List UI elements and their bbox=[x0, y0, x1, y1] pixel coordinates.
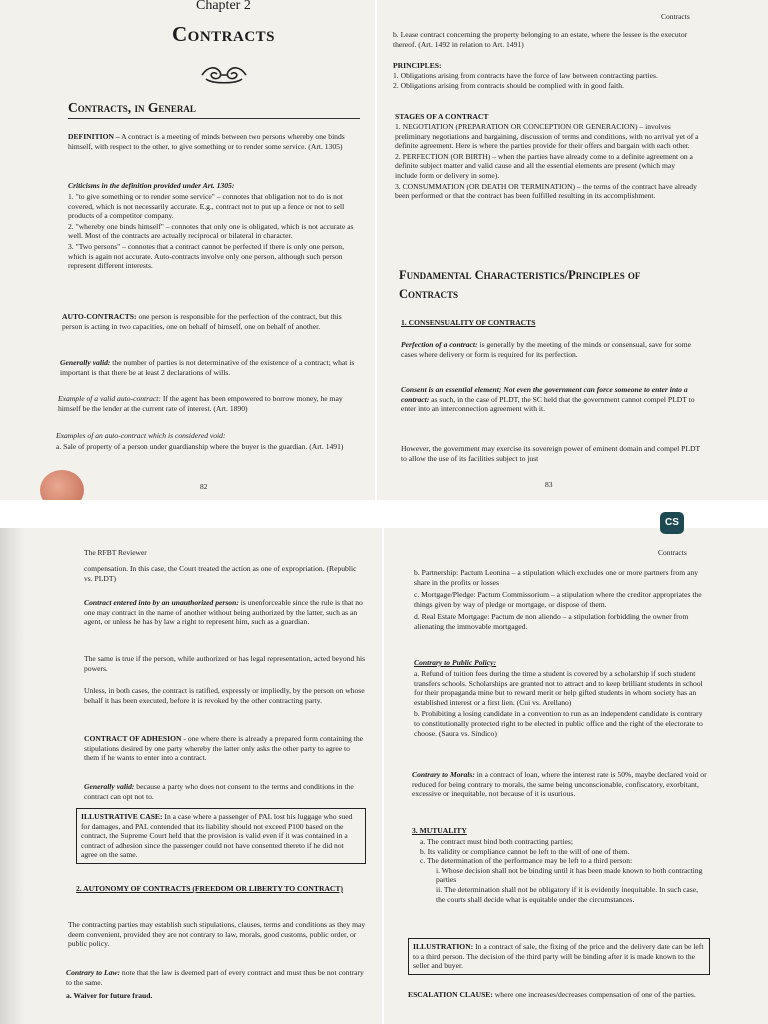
law-text: note that the law is deemed part of every contract and must thus be not contrary to the same. bbox=[66, 968, 364, 987]
list-item: c. The determination of the performance may be left to a third person: bbox=[420, 856, 633, 866]
stipulations-list bbox=[414, 568, 704, 632]
list-item: ii. The determination shall not be obligatory if it is evidently inequitable. In such case, the courts shall decide what is equitable under the circumstances. bbox=[436, 884, 698, 904]
void-heading: Examples of an auto-contract which is considered void: bbox=[56, 431, 226, 440]
stages-heading: STAGES OF A CONTRACT bbox=[395, 112, 489, 121]
gen-text: because a party who does not consent to the terms and conditions in the contract can opt not to. bbox=[84, 782, 354, 801]
autonomy-heading: 2. AUTONOMY OF CONTRACTS (FREEDOM OR LIBERTY TO CONTRACT) bbox=[76, 884, 344, 893]
list-item: 2. Obligations arising from contracts should be complied with in good faith. bbox=[393, 80, 624, 90]
unless-paragraph: Unless, in both cases, the contract is ratified, expressly or impliedly, by the person on whose behalf it has been executed, before it is revoked by the other contracting party. bbox=[84, 686, 365, 705]
consent-text: as such, in the case of PLDT, the SC held that the government cannot compel PLDT to enter into an interconnection agreement with it. bbox=[401, 394, 695, 414]
criticisms-list bbox=[68, 192, 360, 271]
mutuality-list bbox=[420, 837, 708, 904]
running-head: Contracts bbox=[658, 548, 687, 557]
page-84 bbox=[0, 528, 382, 1024]
list-item: a. Refund of tuition fees during the time a student is covered by a scholarship if such student transfers schools. Scholarships are granted not to attract and to keep brilliant students in school for their propaganda mine but to reward merit or help gifted students in whom society has an established interest or a first lien. (Cui vs. Arellano) bbox=[414, 669, 703, 707]
auto-text: one person is responsible for the perfection of the contract, but this person is acting in two capacities, one on behalf of himself, one on behalf of another. bbox=[62, 312, 342, 331]
unauth-text: is unenforceable since the rule is that no one may contract in the name of another without being authorized by the latter, such as an agent, or unless he has by law a right to represent him, such as a guardian. bbox=[84, 598, 363, 627]
autonomy-paragraph: The contracting parties may establish such stipulations, clauses, terms and conditions as they may deem convenient, provided they are not contrary to law, morals, good customs, public order, or public policy. bbox=[68, 920, 366, 949]
list-item: c. Mortgage/Pledge: Pactum Commissorium – a stipulation where the creditor appropriates the things given by way of pledge or mortgage, or dispose of them. bbox=[414, 590, 702, 609]
escalation-paragraph bbox=[408, 990, 710, 1000]
consensuality-heading: 1. CONSENSUALITY OF CONTRACTS bbox=[401, 318, 536, 327]
morals-text: in a contract of loan, where the interest rate is 50%, maybe declared void or reduced for being contrary to morals, the same being unconscionable, confiscatory, exorbitant, excessive or inequitable, not because of it is usurious. bbox=[412, 770, 707, 799]
principles-list bbox=[393, 71, 699, 90]
perfection-lead: Perfection of a contract: bbox=[401, 340, 478, 349]
list-item: 2. "whereby one binds himself" – connotes that only one is obligated, which is not accurate as well. Most of the contracts are actually reciprocal or bilateral in character. bbox=[68, 221, 354, 241]
list-item: a. The contract must bind both contracting parties; bbox=[420, 837, 573, 846]
illus-text: In a contract of sale, the fixing of the price and the delivery date can be left to a third person. The decision of the third party will be binding after it is made known to the seller and buyer. bbox=[413, 942, 704, 971]
page-number: 82 bbox=[200, 482, 208, 491]
criticisms-heading: Criticisms in the definition provided under Art. 1305: bbox=[68, 181, 235, 190]
list-item: d. Real Estate Mortgage: Pactum de non aliendo – a stipulation forbidding the owner from alienating the immovable mortgaged. bbox=[414, 612, 689, 631]
example-lead: Example of a valid auto-contract: bbox=[58, 394, 161, 403]
illus-text: In a case where a passenger of PAL lost his luggage who sued for damages, and PAL contended that its liability should not exceed P100 based on the contract, the Supreme Court held that the provision is valid even if it was contained in a contract of adhesion since the passenger could not have consented thereto if he did not agree on the same. bbox=[81, 812, 353, 860]
generally-valid-paragraph bbox=[60, 358, 360, 377]
camscanner-badge: CS bbox=[660, 512, 684, 534]
stages-list bbox=[395, 122, 699, 201]
generally-lead: Generally valid: bbox=[60, 358, 111, 367]
principles-heading: PRINCIPLES: bbox=[393, 61, 442, 70]
list-item: 1. NEGOTIATION (PREPARATION OR CONCEPTION OR GENERACION) – involves preliminary negotiations and bargaining, discussion of terms and conditions, with no arrival yet of a definite agreement. Here is where the parties provide for their offers and bargain with each other. bbox=[395, 122, 699, 151]
definition-lead: DEFINITION – bbox=[68, 132, 120, 141]
adhesion-lead: CONTRACT OF ADHESION bbox=[84, 734, 182, 743]
gen-lead: Generally valid: bbox=[84, 782, 135, 791]
list-item: b. Prohibiting a losing candidate in a convention to run as an independent candidate is contrary to constitutionally protected right to be elected in public office and the right of the electorate to choose. (Saura vs. Sindico) bbox=[414, 709, 703, 738]
escalation-text: where one increases/decreases compensation of one of the parties. bbox=[492, 990, 696, 999]
illustration-paragraph bbox=[413, 942, 705, 971]
consent-lead: Consent is an essential element; Not even the government can force someone to enter into a contract: bbox=[401, 385, 688, 404]
public-policy-list bbox=[414, 669, 708, 738]
perfection-text: is generally by the meeting of the minds or consensual, save for some cases where delivery or form is required for its perfection. bbox=[401, 340, 691, 359]
contrary-law-paragraph bbox=[66, 968, 366, 987]
illustration-box bbox=[408, 938, 710, 975]
adhesion-text: - one where there is already a prepared form containing the stipulations desired by one party whereby the latter only asks the other party to agree to them if he wants to enter into a contract. bbox=[84, 734, 364, 763]
list-item: 1. "to give something or to render some service" – connotes that obligation not to do is not covered, which is not necessarily accurate. E.g., contract not to put up a fence or not to sell products of a competitor company. bbox=[68, 192, 345, 221]
chapter-title: Contracts bbox=[172, 22, 276, 46]
generally-valid-paragraph bbox=[84, 782, 366, 801]
running-head: Contracts bbox=[661, 12, 690, 21]
adhesion-paragraph bbox=[84, 734, 366, 763]
list-item: 1. Obligations arising from contracts have the force of law between contracting parties. bbox=[393, 71, 658, 80]
mutuality-heading: 3. MUTUALITY bbox=[412, 826, 467, 835]
auto-contracts-paragraph bbox=[62, 312, 360, 331]
void-item: a. Sale of property of a person under guardianship where the buyer is the guardian. (Art. 1491) bbox=[56, 442, 344, 451]
contrary-morals-paragraph bbox=[412, 770, 708, 799]
escalation-lead: ESCALATION CLAUSE: bbox=[408, 990, 493, 999]
perfection-paragraph bbox=[401, 340, 705, 359]
illus-lead: ILLUSTRATION: bbox=[413, 942, 474, 951]
law-item: a. Waiver for future fraud. bbox=[66, 991, 153, 1000]
definition-paragraph bbox=[68, 132, 360, 151]
same-paragraph: The same is true if the person, while authorized or has legal representation, acted beyond his powers. bbox=[84, 654, 366, 673]
fundamental-heading: Fundamental Characteristics/Principles of Contracts bbox=[399, 268, 641, 301]
list-item: i. Whose decision shall not be binding until it has been made known to both contracting parties bbox=[436, 865, 703, 885]
however-paragraph: However, the government may exercise its sovereign power of eminent domain and compel PLDT to allow the use of its facilities subject to just bbox=[401, 444, 700, 463]
page-number: 83 bbox=[545, 480, 553, 489]
public-policy-heading: Contrary to Public Policy: bbox=[414, 658, 497, 667]
generally-text: the number of parties is not determinative of the existence of a contract; what is important is that there be at least 2 declarations of wills. bbox=[60, 358, 355, 377]
page-shadow bbox=[0, 528, 24, 1024]
running-head: The RFBT Reviewer bbox=[84, 548, 147, 557]
example-paragraph bbox=[58, 394, 360, 413]
list-item: 3. "Two persons" – connotes that a contract cannot be perfected if there is only one person, which is again not accurate. Auto-contracts involve only one person, although such person represent different interests. bbox=[68, 241, 344, 271]
compensation-paragraph: compensation. In this case, the Court treated the action as one of expropriation. (Republic vs. PLDT) bbox=[84, 564, 357, 583]
page-85 bbox=[384, 528, 768, 1024]
illus-lead: ILLUSTRATIVE CASE: bbox=[81, 812, 163, 821]
consent-paragraph bbox=[401, 385, 705, 414]
thumb bbox=[40, 470, 84, 500]
list-item: b. Its validity or compliance cannot be left to the will of one of them. bbox=[420, 846, 630, 856]
illustrative-case-box bbox=[76, 808, 366, 864]
list-item: 3. CONSUMMATION (OR DEATH OR TERMINATION) – the terms of the contract have already been performed or that the contract has been fulfilled resulting in its accomplishment. bbox=[395, 181, 697, 201]
example-text: If the agent has been empowered to borrow money, he may himself be the lender at the current rate of interest. (Art. 1890) bbox=[58, 394, 343, 413]
law-lead: Contrary to Law: bbox=[66, 968, 121, 977]
illustrative-case-paragraph bbox=[81, 812, 361, 860]
item-b: b. Lease contract concerning the property belonging to an estate, where the lessee is the executor thereof. (Art. 1492 in relation to Art. 1491) bbox=[393, 30, 688, 49]
unauth-lead: Contract entered into by an unauthorized person: bbox=[84, 598, 239, 607]
list-item: 2. PERFECTION (OR BIRTH) – when the parties have already come to a definite agreement on a definite subject matter and valid cause and all the essential elements are present (which may include form or delivery in some). bbox=[395, 151, 693, 180]
morals-lead: Contrary to Morals: bbox=[412, 770, 475, 779]
section-title: Contracts, in General bbox=[68, 100, 360, 119]
unauthorized-paragraph bbox=[84, 598, 366, 627]
page-82 bbox=[0, 0, 375, 500]
auto-lead: AUTO-CONTRACTS: bbox=[62, 312, 137, 321]
ornament-icon bbox=[198, 64, 250, 86]
page-83 bbox=[377, 0, 768, 500]
list-item: b. Partnership: Pactum Leonina – a stipulation which excludes one or more partners from any share in the profits or losses bbox=[414, 568, 699, 587]
chapter-label: Chapter 2 bbox=[196, 0, 251, 13]
definition-text: A contract is a meeting of minds between two persons whereby one binds himself, with respect to the other, to give something or to render some service. (Art. 1305) bbox=[68, 132, 345, 151]
